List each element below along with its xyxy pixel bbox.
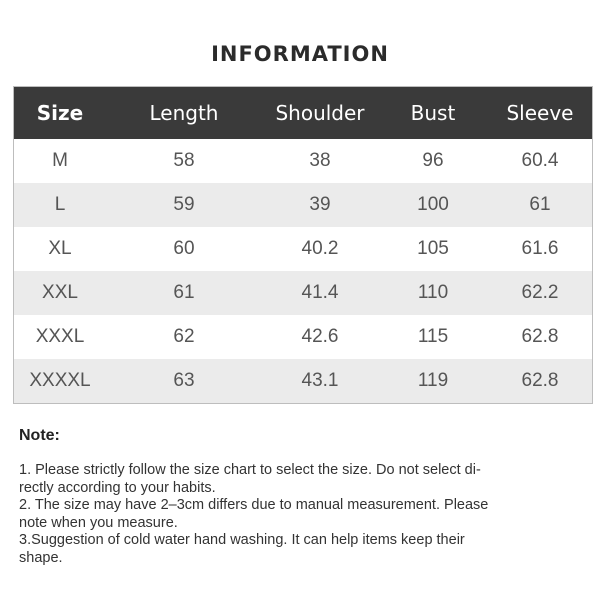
cell-sleeve: 62.8 (521, 370, 559, 391)
cell-bust: 100 (417, 194, 449, 215)
cell-length: 61 (173, 282, 195, 303)
cell-size: XXXXL (29, 370, 91, 391)
cell-length: 58 (173, 150, 195, 171)
cell-size: XL (48, 238, 72, 259)
note-heading: Note: (19, 427, 60, 444)
cell-size: XXL (42, 282, 78, 303)
header-length: Length (149, 101, 219, 125)
table-row (14, 139, 592, 183)
header-shoulder: Shoulder (275, 101, 365, 125)
cell-sleeve: 62.8 (521, 326, 559, 347)
notes-block (19, 462, 589, 567)
cell-shoulder: 39 (309, 194, 331, 215)
size-chart-table (13, 86, 593, 404)
header-size: Size (36, 101, 84, 125)
cell-bust: 105 (417, 238, 449, 259)
header-bust: Bust (410, 101, 456, 125)
cell-sleeve: 61.6 (521, 238, 559, 259)
table-header (14, 87, 592, 139)
cell-bust: 115 (417, 326, 449, 347)
cell-size: L (54, 194, 66, 215)
table-row (14, 271, 592, 315)
table-row (14, 315, 592, 359)
cell-bust: 119 (417, 370, 449, 391)
cell-shoulder: 42.6 (301, 326, 339, 347)
cell-shoulder: 40.2 (301, 238, 339, 259)
cell-shoulder: 41.4 (301, 282, 339, 303)
cell-size: M (52, 150, 68, 171)
note-line: shape. (19, 549, 63, 566)
header-sleeve: Sleeve (506, 101, 574, 125)
page-title: INFORMATION (211, 42, 389, 66)
table-row (14, 359, 592, 403)
cell-sleeve: 61 (529, 194, 551, 215)
note-line: rectly according to your habits. (19, 479, 216, 496)
cell-sleeve: 62.2 (521, 282, 559, 303)
note-line: 1. Please strictly follow the size chart to select the size. Do not select di- (19, 462, 481, 478)
cell-length: 63 (173, 370, 195, 391)
cell-length: 60 (173, 238, 195, 259)
note-line: 3.Suggestion of cold water hand washing. It can help items keep their (19, 532, 465, 548)
table-row (14, 227, 592, 271)
cell-bust: 110 (417, 282, 449, 303)
cell-bust: 96 (422, 150, 444, 171)
note-line: note when you measure. (19, 514, 178, 531)
cell-length: 62 (173, 326, 195, 347)
cell-shoulder: 38 (309, 150, 331, 171)
cell-shoulder: 43.1 (301, 370, 339, 391)
table-row (14, 183, 592, 227)
cell-length: 59 (173, 194, 195, 215)
cell-size: XXXL (35, 326, 85, 347)
cell-sleeve: 60.4 (521, 150, 559, 171)
note-line: 2. The size may have 2–3cm differs due to manual measurement. Please (19, 497, 489, 513)
